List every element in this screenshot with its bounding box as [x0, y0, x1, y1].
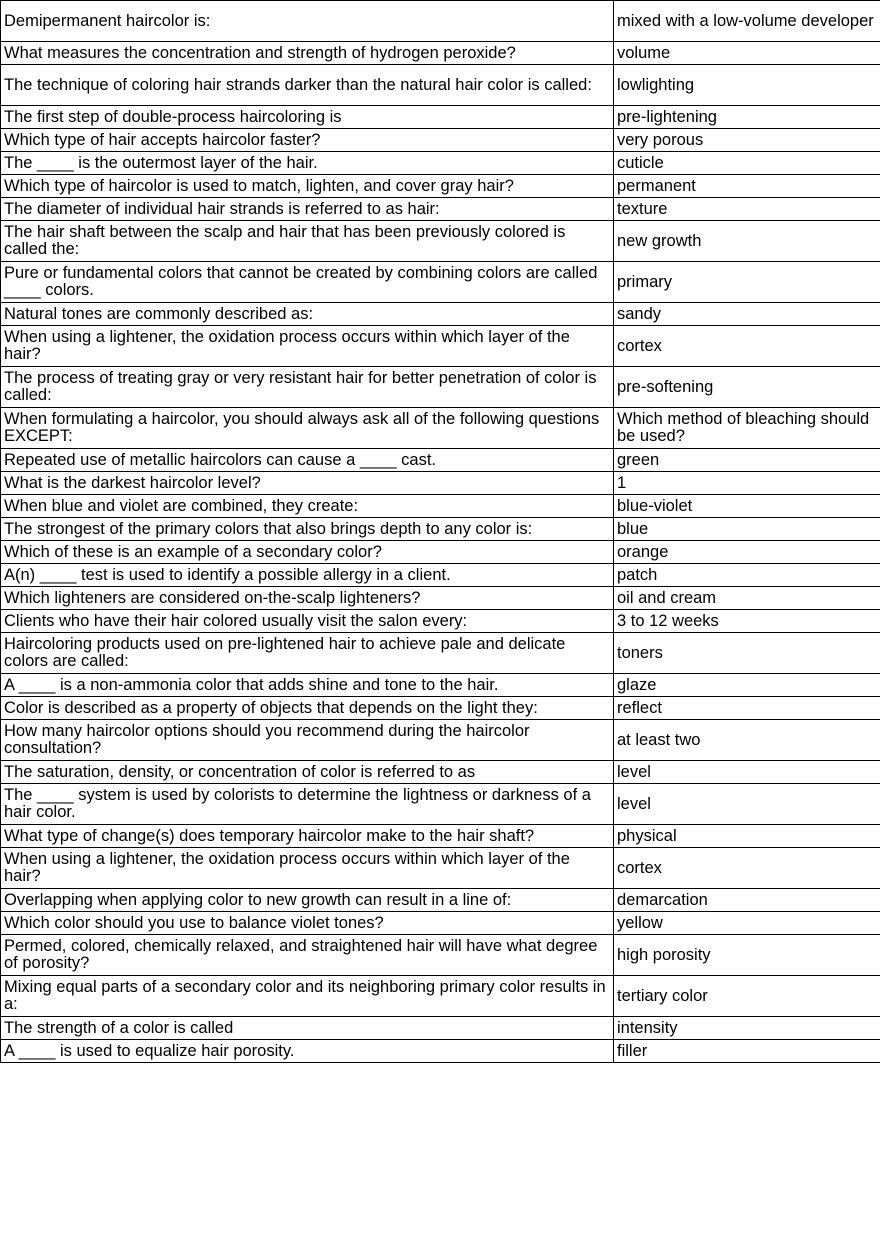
- answer-cell: level: [614, 761, 880, 784]
- answer-cell: permanent: [614, 175, 880, 198]
- table-row: [1, 633, 880, 674]
- table-row: [1, 610, 880, 633]
- question-cell: When using a lightener, the oxidation process occurs within which layer of the hair?: [1, 326, 614, 367]
- answer-cell: demarcation: [614, 889, 880, 912]
- answer-cell: tertiary color: [614, 976, 880, 1017]
- table-row: [1, 587, 880, 610]
- table-row: [1, 42, 880, 65]
- table-row: [1, 495, 880, 518]
- question-cell: What type of change(s) does temporary haircolor make to the hair shaft?: [1, 825, 614, 848]
- answer-cell: patch: [614, 564, 880, 587]
- table-row: [1, 976, 880, 1017]
- answer-cell: pre-lightening: [614, 106, 880, 129]
- table-row: [1, 367, 880, 408]
- table-row: [1, 65, 880, 106]
- question-cell: The process of treating gray or very resistant hair for better penetration of color is called:: [1, 367, 614, 408]
- table-row: [1, 303, 880, 326]
- answer-cell: physical: [614, 825, 880, 848]
- answer-cell: filler: [614, 1040, 880, 1063]
- question-cell: A ____ is a non-ammonia color that adds shine and tone to the hair.: [1, 674, 614, 697]
- answer-cell: sandy: [614, 303, 880, 326]
- answer-cell: cortex: [614, 848, 880, 889]
- question-cell: How many haircolor options should you recommend during the haircolor consultation?: [1, 720, 614, 761]
- table-row: [1, 825, 880, 848]
- answer-cell: oil and cream: [614, 587, 880, 610]
- answer-cell: blue: [614, 518, 880, 541]
- table-row: [1, 518, 880, 541]
- table-row: [1, 449, 880, 472]
- answer-cell: primary: [614, 262, 880, 303]
- table-row: [1, 697, 880, 720]
- question-cell: Which lighteners are considered on-the-scalp lighteners?: [1, 587, 614, 610]
- question-cell: What measures the concentration and strength of hydrogen peroxide?: [1, 42, 614, 65]
- question-cell: Which color should you use to balance violet tones?: [1, 912, 614, 935]
- question-cell: Pure or fundamental colors that cannot be created by combining colors are called ____ colors.: [1, 262, 614, 303]
- answer-cell: green: [614, 449, 880, 472]
- question-cell: The strength of a color is called: [1, 1017, 614, 1040]
- question-cell: Repeated use of metallic haircolors can cause a ____ cast.: [1, 449, 614, 472]
- question-cell: Permed, colored, chemically relaxed, and straightened hair will have what degree of porosity?: [1, 935, 614, 976]
- table-row: [1, 129, 880, 152]
- question-cell: The technique of coloring hair strands darker than the natural hair color is called:: [1, 65, 614, 106]
- question-cell: The hair shaft between the scalp and hair that has been previously colored is called the:: [1, 221, 614, 262]
- table-row: [1, 152, 880, 175]
- answer-cell: cortex: [614, 326, 880, 367]
- answer-cell: at least two: [614, 720, 880, 761]
- question-cell: Haircoloring products used on pre-lightened hair to achieve pale and delicate colors are called:: [1, 633, 614, 674]
- question-cell: Which of these is an example of a secondary color?: [1, 541, 614, 564]
- answer-cell: 3 to 12 weeks: [614, 610, 880, 633]
- question-cell: When using a lightener, the oxidation process occurs within which layer of the hair?: [1, 848, 614, 889]
- answer-cell: intensity: [614, 1017, 880, 1040]
- table-row: [1, 198, 880, 221]
- table-row: [1, 674, 880, 697]
- answer-cell: very porous: [614, 129, 880, 152]
- table-row: [1, 935, 880, 976]
- question-cell: Which type of hair accepts haircolor faster?: [1, 129, 614, 152]
- question-cell: A ____ is used to equalize hair porosity.: [1, 1040, 614, 1063]
- question-cell: Mixing equal parts of a secondary color and its neighboring primary color results in a:: [1, 976, 614, 1017]
- table-row: [1, 175, 880, 198]
- table-row: [1, 326, 880, 367]
- table-row: [1, 541, 880, 564]
- table-row: [1, 564, 880, 587]
- table-row: [1, 1040, 880, 1063]
- table-row: [1, 912, 880, 935]
- answer-cell: pre-softening: [614, 367, 880, 408]
- table-row: [1, 408, 880, 449]
- question-cell: When blue and violet are combined, they create:: [1, 495, 614, 518]
- qa-table-body: [1, 1, 880, 1063]
- table-row: [1, 472, 880, 495]
- question-cell: Color is described as a property of objects that depends on the light they:: [1, 697, 614, 720]
- answer-cell: 1: [614, 472, 880, 495]
- question-cell: The diameter of individual hair strands is referred to as hair:: [1, 198, 614, 221]
- question-cell: A(n) ____ test is used to identify a possible allergy in a client.: [1, 564, 614, 587]
- answer-cell: volume: [614, 42, 880, 65]
- table-row: [1, 889, 880, 912]
- question-cell: Overlapping when applying color to new growth can result in a line of:: [1, 889, 614, 912]
- answer-cell: toners: [614, 633, 880, 674]
- answer-cell: new growth: [614, 221, 880, 262]
- question-cell: The strongest of the primary colors that also brings depth to any color is:: [1, 518, 614, 541]
- answer-cell: yellow: [614, 912, 880, 935]
- table-row: [1, 761, 880, 784]
- answer-cell: texture: [614, 198, 880, 221]
- question-cell: When formulating a haircolor, you should always ask all of the following questions EXCEPT:: [1, 408, 614, 449]
- answer-cell: blue-violet: [614, 495, 880, 518]
- question-cell: Clients who have their hair colored usually visit the salon every:: [1, 610, 614, 633]
- question-cell: The first step of double-process haircoloring is: [1, 106, 614, 129]
- table-row: [1, 1, 880, 42]
- answer-cell: Which method of bleaching should be used?: [614, 408, 880, 449]
- question-cell: The ____ system is used by colorists to determine the lightness or darkness of a hair color.: [1, 784, 614, 825]
- question-cell: The saturation, density, or concentration of color is referred to as: [1, 761, 614, 784]
- table-row: [1, 262, 880, 303]
- answer-cell: glaze: [614, 674, 880, 697]
- answer-cell: high porosity: [614, 935, 880, 976]
- table-row: [1, 720, 880, 761]
- question-cell: Which type of haircolor is used to match, lighten, and cover gray hair?: [1, 175, 614, 198]
- question-cell: What is the darkest haircolor level?: [1, 472, 614, 495]
- question-cell: Natural tones are commonly described as:: [1, 303, 614, 326]
- answer-cell: level: [614, 784, 880, 825]
- table-row: [1, 1017, 880, 1040]
- answer-cell: lowlighting: [614, 65, 880, 106]
- question-cell: The ____ is the outermost layer of the hair.: [1, 152, 614, 175]
- table-row: [1, 848, 880, 889]
- answer-cell: reflect: [614, 697, 880, 720]
- table-row: [1, 221, 880, 262]
- answer-cell: cuticle: [614, 152, 880, 175]
- table-row: [1, 106, 880, 129]
- question-cell: Demipermanent haircolor is:: [1, 1, 614, 42]
- table-row: [1, 784, 880, 825]
- answer-cell: orange: [614, 541, 880, 564]
- answer-cell: mixed with a low-volume developer: [614, 1, 880, 42]
